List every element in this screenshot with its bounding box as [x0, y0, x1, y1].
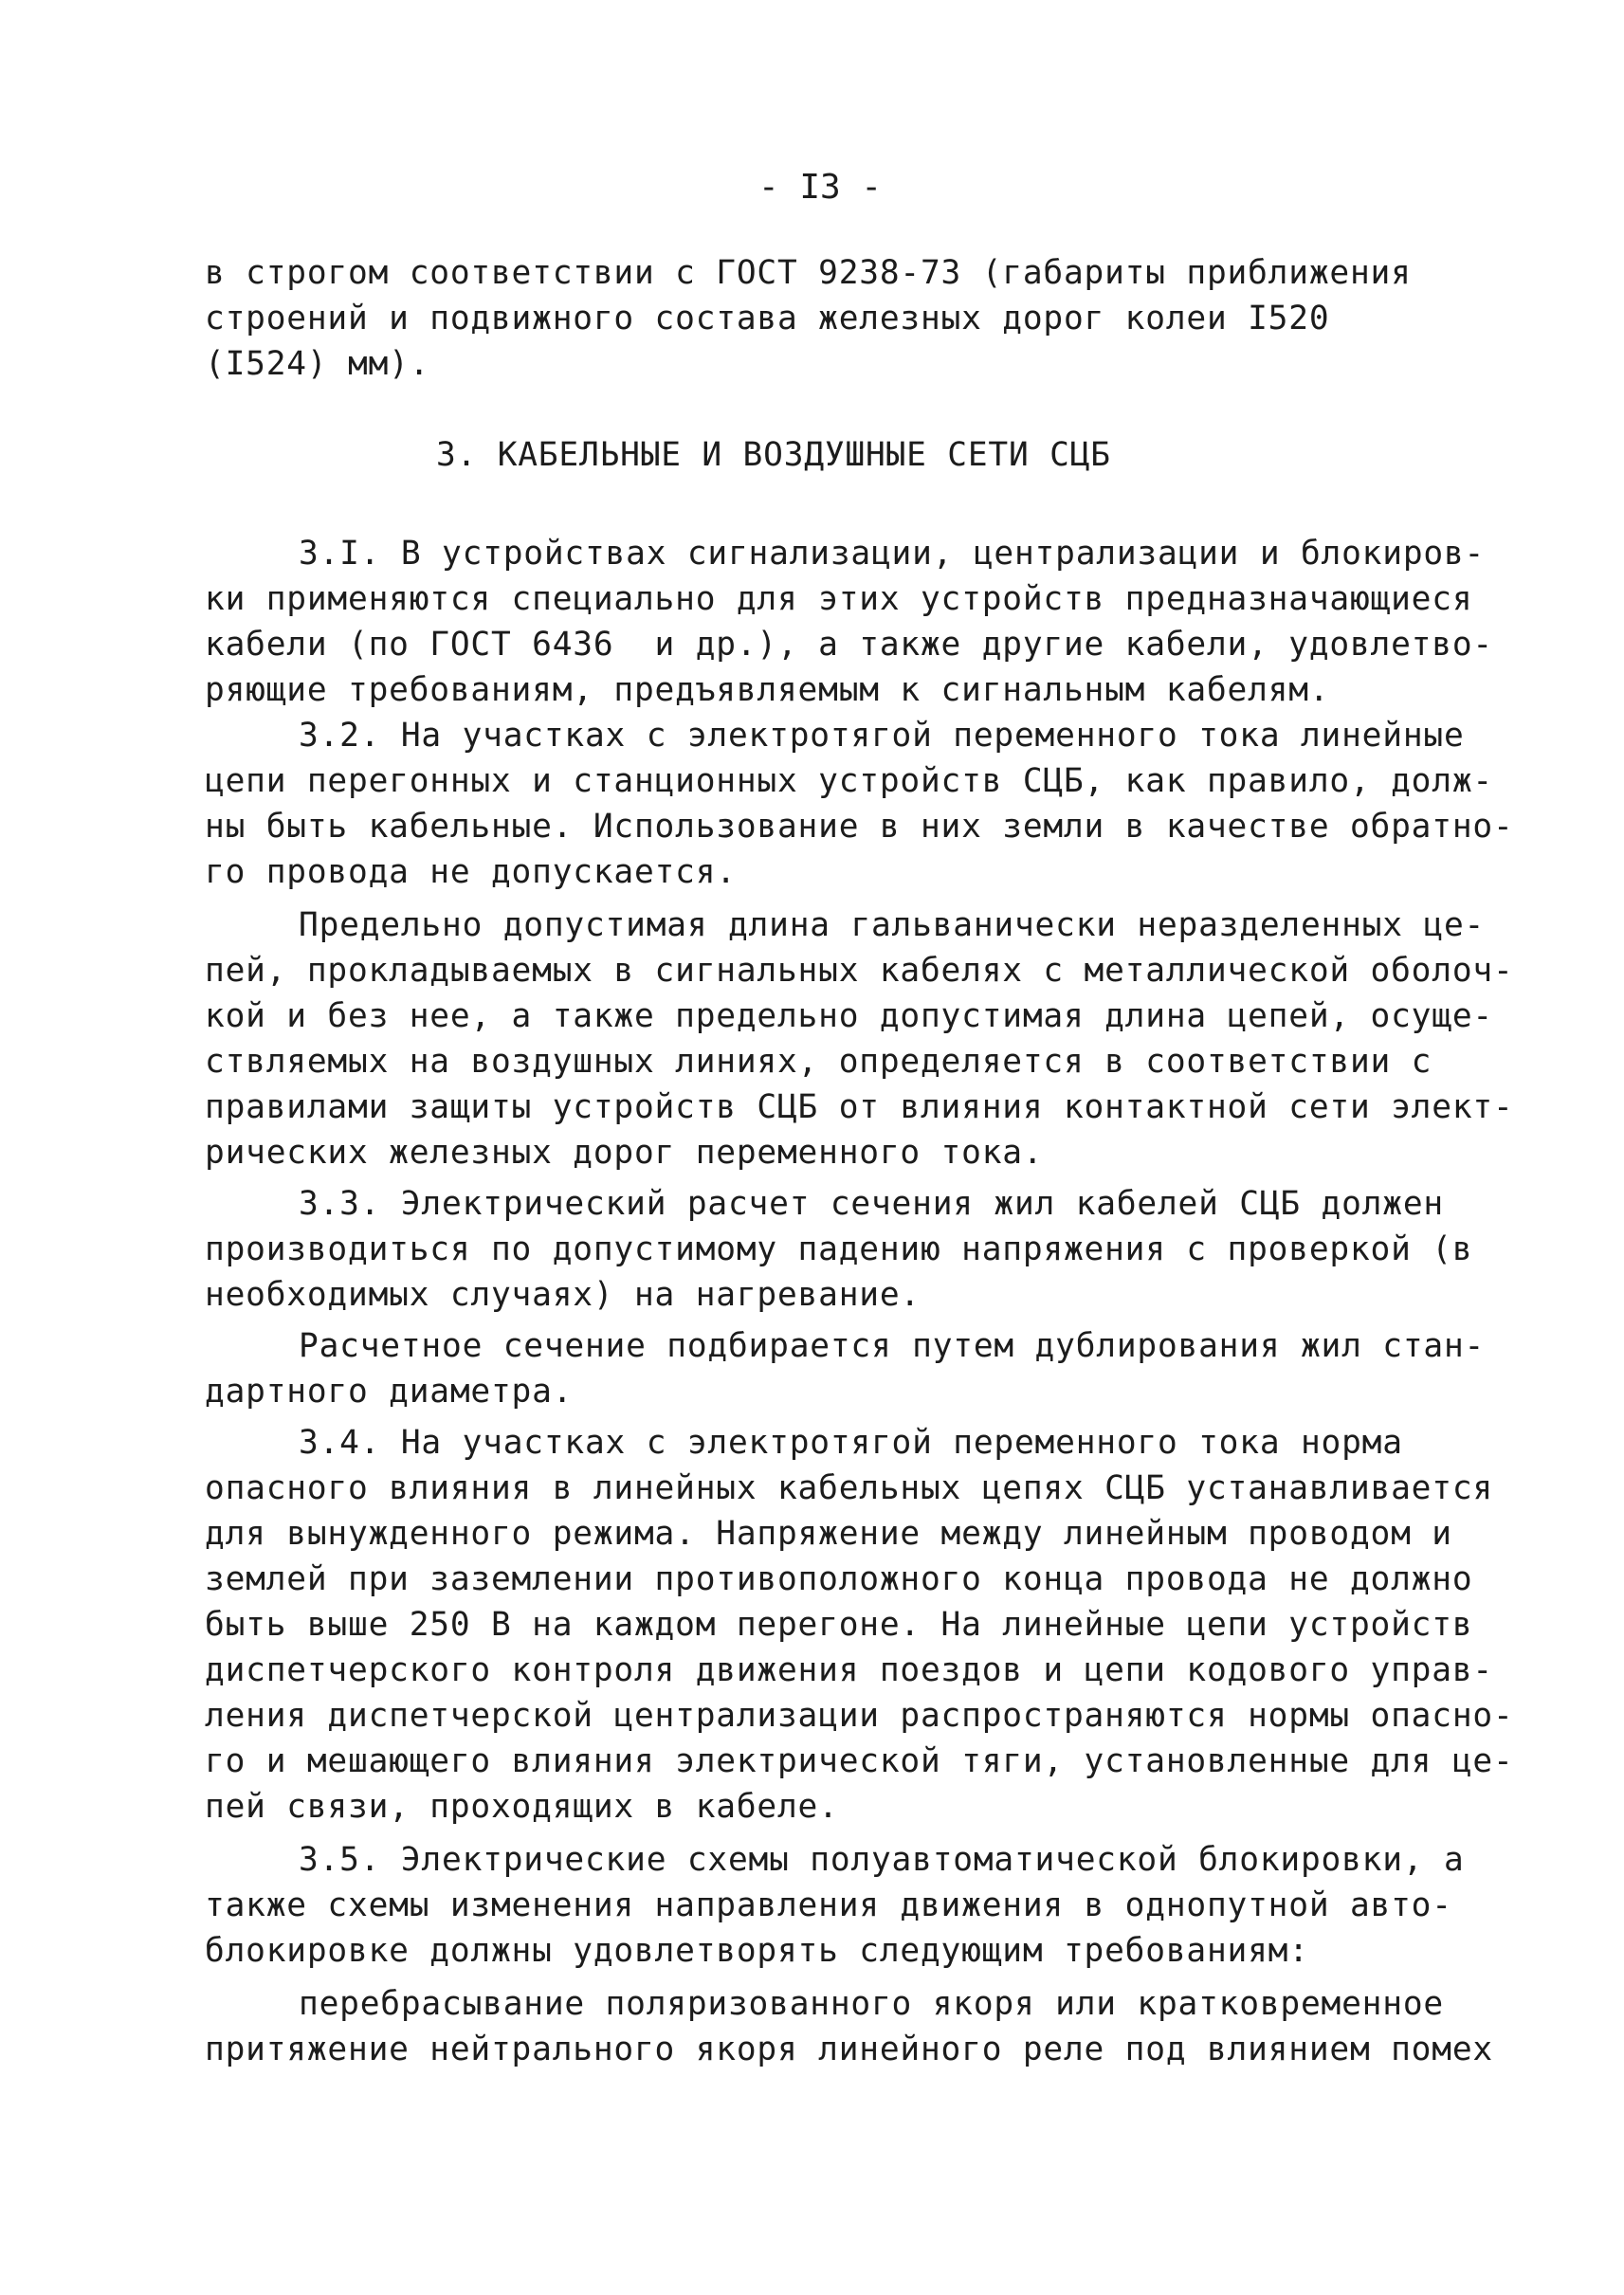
- paragraph-line: ны быть кабельные. Использование в них земли в качестве обратно-: [205, 808, 1514, 846]
- paragraph-line: опасного влияния в линейных кабельных цепях СЦБ устанавливается: [205, 1469, 1493, 1507]
- paragraph-line: также схемы изменения направления движения в однопутной авто-: [205, 1886, 1452, 1924]
- page-number: - I3 -: [758, 168, 883, 207]
- intro-line: в строгом соответствии с ГОСТ 9238-73 (габариты приближения: [205, 254, 1412, 292]
- paragraph-line: ствляемых на воздушных линиях, определяется в соответствии с: [205, 1043, 1432, 1081]
- paragraph-line: необходимых случаях) на нагревание.: [205, 1276, 921, 1314]
- paragraph-line: цепи перегонных и станционных устройств СЦБ, как правило, долж-: [205, 762, 1493, 800]
- paragraph-line: ки применяются специально для этих устройств предназначающиеся: [205, 580, 1473, 618]
- paragraph-line: го и мешающего влияния электрической тяги, установленные для це-: [205, 1742, 1514, 1780]
- intro-line: (I524) мм).: [205, 345, 430, 383]
- paragraph-line: 3.I. В устройствах сигнализации, централизации и блокиров-: [299, 535, 1486, 573]
- paragraph-line: притяжение нейтрального якоря линейного реле под влиянием помех: [205, 2031, 1493, 2068]
- paragraph-line: 3.5. Электрические схемы полуавтоматической блокировки, а: [299, 1841, 1465, 1879]
- paragraph-line: пей связи, проходящих в кабеле.: [205, 1788, 839, 1826]
- paragraph-line: пей, прокладываемых в сигнальных кабелях с металлической оболоч-: [205, 952, 1514, 990]
- paragraph-line: ряющие требованиям, предъявляемым к сигнальным кабелям.: [205, 671, 1330, 709]
- paragraph-line: дартного диаметра.: [205, 1373, 574, 1411]
- paragraph-line: производиться по допустимому падению напряжения с проверкой (в: [205, 1230, 1473, 1268]
- paragraph-line: рических железных дорог переменного тока.: [205, 1134, 1044, 1172]
- paragraph-line: блокировке должны удовлетворять следующим требованиям:: [205, 1932, 1309, 1970]
- section-heading: 3. КАБЕЛЬНЫЕ И ВОЗДУШНЫЕ СЕТИ СЦБ: [436, 436, 1111, 474]
- paragraph-line: Расчетное сечение подбирается путем дублирования жил стан-: [299, 1327, 1486, 1365]
- paragraph-line: Предельно допустимая длина гальванически неразделенных це-: [299, 906, 1486, 944]
- paragraph-line: кой и без нее, а также предельно допустимая длина цепей, осуще-: [205, 997, 1493, 1035]
- paragraph-line: 3.2. На участках с электротягой переменного тока линейные: [299, 717, 1465, 755]
- intro-line: строений и подвижного состава железных дорог колеи I520: [205, 300, 1330, 337]
- paragraph-line: ления диспетчерской централизации распространяются нормы опасно-: [205, 1697, 1514, 1735]
- paragraph-line: землей при заземлении противоположного конца провода не должно: [205, 1560, 1473, 1598]
- paragraph-line: перебрасывание поляризованного якоря или кратковременное: [299, 1985, 1444, 2023]
- paragraph-line: правилами защиты устройств СЦБ от влияния контактной сети элект-: [205, 1088, 1514, 1126]
- paragraph-line: 3.4. На участках с электротягой переменного тока норма: [299, 1424, 1403, 1462]
- paragraph-line: для вынужденного режима. Напряжение между линейным проводом и: [205, 1515, 1452, 1553]
- paragraph-line: кабели (по ГОСТ 6436 и др.), а также другие кабели, удовлетво-: [205, 626, 1493, 664]
- paragraph-line: быть выше 250 В на каждом перегоне. На линейные цепи устройств: [205, 1606, 1473, 1644]
- paragraph-line: 3.3. Электрический расчет сечения жил кабелей СЦБ должен: [299, 1185, 1444, 1223]
- paragraph-line: диспетчерского контроля движения поездов и цепи кодового управ-: [205, 1651, 1493, 1689]
- paragraph-line: го провода не допускается.: [205, 853, 737, 891]
